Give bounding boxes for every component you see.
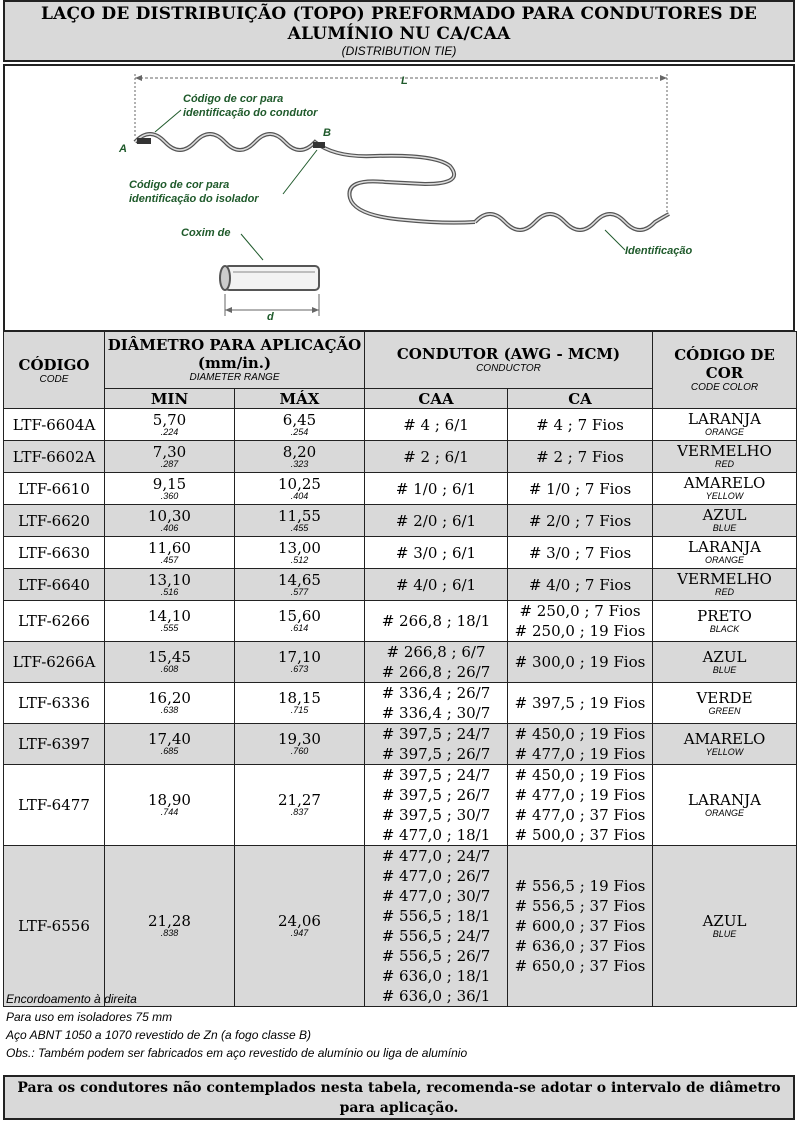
conductor-ca: # 556,5 ; 19 Fios xyxy=(514,877,646,895)
header-color-code xyxy=(653,332,797,409)
value-mm: 7,30 xyxy=(152,442,187,461)
conductor-ca: # 636,0 ; 37 Fios xyxy=(514,937,646,955)
cell-caa xyxy=(365,724,508,765)
cell-min xyxy=(105,765,235,846)
value-mm: 10,25 xyxy=(278,474,321,493)
cell-caa xyxy=(365,642,508,683)
callout-conductor-line1: Código de cor para xyxy=(183,93,284,105)
cell-color xyxy=(653,642,797,683)
cell-max xyxy=(235,642,365,683)
cell-caa xyxy=(365,473,508,505)
value-mm: 18,15 xyxy=(278,689,321,707)
value-mm: 6,45 xyxy=(282,410,317,429)
cell-color xyxy=(653,441,797,473)
cell-color xyxy=(653,765,797,846)
header-diameter-label: DIÂMETRO PARA APLICAÇÃO (mm/in.) xyxy=(107,336,362,372)
callout-insulator-line2: identificação do isolador xyxy=(129,193,259,205)
conductor-ca: # 556,5 ; 37 Fios xyxy=(514,897,646,915)
cell-caa xyxy=(365,409,508,441)
header-ca: CA xyxy=(508,389,653,409)
color-name-en: RED xyxy=(714,459,734,469)
color-name: AMARELO xyxy=(683,729,766,748)
label-A: A xyxy=(119,143,127,155)
note-line: Encordoamento à direita xyxy=(6,992,137,1006)
cell-code: LTF-6266 xyxy=(4,601,105,642)
conductor-caa: # 1/0 ; 6/1 xyxy=(395,479,477,498)
value-mm: 21,27 xyxy=(278,791,321,809)
value-in: .715 xyxy=(290,705,309,715)
value-in: .577 xyxy=(290,586,309,597)
cell-caa xyxy=(365,569,508,601)
cell-caa xyxy=(365,537,508,569)
cell-ca xyxy=(508,505,653,537)
note-line: Para uso em isoladores 75 mm xyxy=(6,1010,173,1024)
value-mm: 17,10 xyxy=(278,648,321,666)
color-name-en: YELLOW xyxy=(705,746,744,757)
conductor-caa: # 3/0 ; 6/1 xyxy=(395,543,477,562)
header-caa: CAA xyxy=(365,389,508,409)
arrow-left-icon xyxy=(135,75,142,81)
conductor-ca: # 397,5 ; 19 Fios xyxy=(514,694,646,712)
cell-min xyxy=(105,601,235,642)
table-row xyxy=(4,765,797,846)
conductor-ca: # 2 ; 7 Fios xyxy=(536,447,624,466)
table-row xyxy=(4,473,797,505)
document-title: LAÇO DE DISTRIBUIÇÃO (TOPO) PREFORMADO PARA CONDUTORES DE ALUMÍNIO NU CA/CAA xyxy=(41,4,757,44)
conductor-ca: # 500,0 ; 37 Fios xyxy=(514,826,646,844)
conductor-ca: # 1/0 ; 7 Fios xyxy=(528,479,632,498)
spec-table xyxy=(3,331,797,1007)
value-mm: 5,70 xyxy=(152,410,187,429)
color-name-en: BLUE xyxy=(712,928,737,939)
cell-code: LTF-6602A xyxy=(4,441,105,473)
notes xyxy=(6,990,467,1062)
value-mm: 11,55 xyxy=(278,506,321,525)
value-in: .323 xyxy=(290,458,309,469)
cell-code: LTF-6604A xyxy=(4,409,105,441)
cushion-tube-end xyxy=(220,266,230,290)
cell-max xyxy=(235,683,365,724)
value-in: .614 xyxy=(290,623,309,633)
cell-min xyxy=(105,441,235,473)
cell-ca xyxy=(508,441,653,473)
conductor-ca: # 250,0 ; 7 Fios xyxy=(519,602,641,620)
value-in: .406 xyxy=(160,522,179,533)
conductor-ca: # 600,0 ; 37 Fios xyxy=(514,917,646,935)
cell-ca xyxy=(508,846,653,1007)
cell-code: LTF-6610 xyxy=(4,473,105,505)
arrow-d-left-icon xyxy=(225,307,232,313)
value-in: .455 xyxy=(290,522,309,533)
cell-max xyxy=(235,537,365,569)
value-mm: 15,45 xyxy=(148,648,191,666)
arrow-right-icon xyxy=(660,75,667,81)
conductor-ca: # 650,0 ; 37 Fios xyxy=(514,957,646,975)
cell-color xyxy=(653,683,797,724)
cell-min xyxy=(105,683,235,724)
table-row xyxy=(4,601,797,642)
value-in: .457 xyxy=(160,554,179,565)
label-L: L xyxy=(401,75,408,87)
table-row xyxy=(4,683,797,724)
color-name: LARANJA xyxy=(688,538,761,556)
conductor-caa: # 397,5 ; 24/7 xyxy=(381,725,491,743)
value-in: .947 xyxy=(290,928,309,938)
header-conductor-label: CONDUTOR (AWG - MCM) xyxy=(396,345,621,363)
value-mm: 10,30 xyxy=(148,506,191,525)
value-in: .555 xyxy=(160,623,179,633)
cell-caa xyxy=(365,683,508,724)
value-mm: 8,20 xyxy=(282,442,317,461)
value-mm: 14,65 xyxy=(278,570,321,589)
note-line: Aço ABNT 1050 a 1070 revestido de Zn (a fogo classe B) xyxy=(6,1028,312,1042)
cell-code: LTF-6477 xyxy=(4,765,105,846)
value-mm: 21,28 xyxy=(148,912,191,930)
value-in: .608 xyxy=(160,664,179,674)
header-diameter xyxy=(105,332,365,389)
cell-caa xyxy=(365,505,508,537)
cell-color xyxy=(653,409,797,441)
conductor-ca: # 250,0 ; 19 Fios xyxy=(514,622,646,640)
cell-max xyxy=(235,846,365,1007)
cell-min xyxy=(105,642,235,683)
distribution-tie-diagram xyxy=(5,66,793,330)
cell-color xyxy=(653,724,797,765)
conductor-caa: # 2/0 ; 6/1 xyxy=(395,511,477,530)
conductor-ca: # 4/0 ; 7 Fios xyxy=(528,575,632,594)
tie-wire-lower-highlight xyxy=(475,214,669,230)
value-in: .512 xyxy=(290,554,309,565)
conductor-caa: # 477,0 ; 30/7 xyxy=(381,887,491,905)
value-in: .287 xyxy=(160,458,179,469)
callout-leader-conductor xyxy=(155,110,181,132)
label-d: d xyxy=(267,311,274,323)
cell-ca xyxy=(508,473,653,505)
label-B: B xyxy=(323,127,331,139)
color-name-en: BLUE xyxy=(712,523,737,533)
conductor-caa: # 556,5 ; 24/7 xyxy=(381,927,491,945)
cell-ca xyxy=(508,683,653,724)
cell-ca xyxy=(508,601,653,642)
header-code-sub: CODE xyxy=(39,373,69,385)
document-subtitle: (DISTRIBUTION TIE) xyxy=(341,44,457,58)
color-name-en: BLACK xyxy=(709,623,740,634)
value-in: .224 xyxy=(160,426,179,437)
cell-code: LTF-6397 xyxy=(4,724,105,765)
cell-max xyxy=(235,724,365,765)
value-in: .254 xyxy=(290,426,309,437)
value-in: .744 xyxy=(160,807,179,817)
spec-table-body xyxy=(4,409,797,1007)
conductor-caa: # 336,4 ; 26/7 xyxy=(381,684,491,702)
cell-color xyxy=(653,505,797,537)
cell-min xyxy=(105,409,235,441)
value-mm: 18,90 xyxy=(148,791,191,809)
table-row xyxy=(4,505,797,537)
header-color-code-label: CÓDIGO DE COR xyxy=(674,346,775,382)
cell-code: LTF-6266A xyxy=(4,642,105,683)
value-in: .837 xyxy=(290,807,309,817)
conductor-caa: # 266,8 ; 18/1 xyxy=(381,612,491,630)
conductor-caa: # 4/0 ; 6/1 xyxy=(395,575,477,594)
cell-ca xyxy=(508,724,653,765)
color-name: LARANJA xyxy=(688,410,761,428)
cell-color xyxy=(653,601,797,642)
conductor-ca: # 477,0 ; 37 Fios xyxy=(514,806,646,824)
table-row xyxy=(4,724,797,765)
conductor-caa: # 477,0 ; 24/7 xyxy=(381,847,491,865)
cell-min xyxy=(105,505,235,537)
cell-max xyxy=(235,765,365,846)
cell-ca xyxy=(508,409,653,441)
callout-leader-insulator xyxy=(283,150,317,194)
conductor-caa: # 636,0 ; 18/1 xyxy=(381,967,491,985)
conductor-ca: # 3/0 ; 7 Fios xyxy=(528,543,632,562)
cell-max xyxy=(235,601,365,642)
value-in: .404 xyxy=(290,490,309,501)
conductor-ca: # 450,0 ; 19 Fios xyxy=(514,725,646,743)
cell-caa xyxy=(365,765,508,846)
value-mm: 24,06 xyxy=(278,912,321,930)
cell-code: LTF-6336 xyxy=(4,683,105,724)
cell-min xyxy=(105,473,235,505)
header-conductor xyxy=(365,332,653,389)
value-mm: 9,15 xyxy=(152,474,187,493)
conductor-caa: # 397,5 ; 30/7 xyxy=(381,806,491,824)
table-row xyxy=(4,441,797,473)
color-name-en: ORANGE xyxy=(704,807,744,818)
arrow-d-right-icon xyxy=(312,307,319,313)
value-in: .685 xyxy=(160,746,179,756)
color-name: VERMELHO xyxy=(677,442,772,460)
header-diameter-sub: DIAMETER RANGE xyxy=(189,372,280,383)
cell-max xyxy=(235,409,365,441)
conductor-caa: # 2 ; 6/1 xyxy=(403,447,469,466)
cell-ca xyxy=(508,537,653,569)
color-name: AMARELO xyxy=(683,474,766,492)
cell-color xyxy=(653,473,797,505)
cell-max xyxy=(235,441,365,473)
conductor-caa: # 556,5 ; 26/7 xyxy=(381,947,491,965)
color-name-en: ORANGE xyxy=(704,555,744,565)
cell-min xyxy=(105,537,235,569)
cell-code: LTF-6556 xyxy=(4,846,105,1007)
color-name: PRETO xyxy=(697,606,752,625)
figure-box xyxy=(3,64,795,332)
color-name-en: GREEN xyxy=(708,705,741,716)
value-mm: 15,60 xyxy=(278,607,321,625)
cell-color xyxy=(653,569,797,601)
conductor-ca: # 300,0 ; 19 Fios xyxy=(514,653,646,671)
conductor-caa: # 397,5 ; 26/7 xyxy=(381,786,491,804)
cell-ca xyxy=(508,642,653,683)
marker-B xyxy=(313,142,325,148)
cell-color xyxy=(653,537,797,569)
color-name: VERMELHO xyxy=(677,570,772,588)
conductor-caa: # 556,5 ; 18/1 xyxy=(381,907,491,925)
conductor-caa: # 397,5 ; 24/7 xyxy=(381,766,491,784)
footer-note: Para os condutores não contemplados nesta tabela, recomenda-se adotar o intervalo de diâmetro para aplicação. xyxy=(3,1075,795,1120)
conductor-caa: # 477,0 ; 26/7 xyxy=(381,867,491,885)
value-in: .638 xyxy=(160,705,179,715)
color-name-en: YELLOW xyxy=(705,491,744,501)
callout-leader-cushion xyxy=(241,234,263,260)
color-name: AZUL xyxy=(702,647,747,666)
header-min: MIN xyxy=(105,389,235,409)
cell-ca xyxy=(508,765,653,846)
conductor-ca: # 4 ; 7 Fios xyxy=(536,415,624,434)
value-mm: 17,40 xyxy=(148,730,191,748)
conductor-ca: # 477,0 ; 19 Fios xyxy=(514,745,646,763)
cell-caa xyxy=(365,846,508,1007)
cell-min xyxy=(105,569,235,601)
conductor-caa: # 266,8 ; 26/7 xyxy=(381,663,491,681)
conductor-ca: # 2/0 ; 7 Fios xyxy=(528,511,632,530)
cell-color xyxy=(653,846,797,1007)
callout-leader-identification xyxy=(605,230,625,250)
conductor-caa: # 477,0 ; 18/1 xyxy=(381,826,491,844)
color-name-en: RED xyxy=(714,587,734,597)
cell-code: LTF-6630 xyxy=(4,537,105,569)
marker-A xyxy=(137,138,151,144)
conductor-caa: # 4 ; 6/1 xyxy=(403,415,469,434)
value-mm: 11,60 xyxy=(148,538,191,557)
cell-max xyxy=(235,505,365,537)
conductor-caa: # 397,5 ; 26/7 xyxy=(381,745,491,763)
color-name: AZUL xyxy=(702,911,747,930)
note-line: Obs.: Também podem ser fabricados em aço revestido de alumínio ou liga de alumínio xyxy=(6,1046,468,1060)
table-row xyxy=(4,846,797,1007)
table-row xyxy=(4,642,797,683)
cell-code: LTF-6640 xyxy=(4,569,105,601)
callout-identification: Identificação xyxy=(625,245,693,257)
value-mm: 13,10 xyxy=(148,570,191,589)
header-conductor-sub: CONDUCTOR xyxy=(476,363,541,374)
value-mm: 14,10 xyxy=(148,607,191,625)
value-in: .360 xyxy=(160,490,179,501)
value-in: .673 xyxy=(290,664,309,674)
color-name: LARANJA xyxy=(688,790,761,809)
cell-min xyxy=(105,724,235,765)
table-row xyxy=(4,569,797,601)
cell-caa xyxy=(365,441,508,473)
color-name: VERDE xyxy=(696,688,753,707)
header-code xyxy=(4,332,105,409)
callout-cushion: Coxim de xyxy=(181,227,231,239)
cell-ca xyxy=(508,569,653,601)
conductor-ca: # 477,0 ; 19 Fios xyxy=(514,786,646,804)
callout-conductor-line2: identificação do condutor xyxy=(183,107,318,119)
conductor-caa: # 636,0 ; 36/1 xyxy=(381,987,491,1005)
table-row xyxy=(4,537,797,569)
table-row xyxy=(4,409,797,441)
color-name-en: BLUE xyxy=(712,664,737,675)
cell-caa xyxy=(365,601,508,642)
cell-max xyxy=(235,569,365,601)
header-max: MÁX xyxy=(235,389,365,409)
callout-insulator-line1: Código de cor para xyxy=(129,179,230,191)
value-in: .760 xyxy=(290,746,309,756)
cell-code: LTF-6620 xyxy=(4,505,105,537)
title-box xyxy=(3,0,795,62)
cell-max xyxy=(235,473,365,505)
cell-min xyxy=(105,846,235,1007)
value-mm: 19,30 xyxy=(278,730,321,748)
value-mm: 16,20 xyxy=(148,689,191,707)
value-mm: 13,00 xyxy=(278,538,321,557)
header-code-label: CÓDIGO xyxy=(18,355,90,374)
header-color-code-sub: CODE COLOR xyxy=(690,382,759,393)
cushion-tube-icon xyxy=(225,266,319,290)
conductor-caa: # 336,4 ; 30/7 xyxy=(381,704,491,722)
color-name: AZUL xyxy=(702,506,747,524)
conductor-caa: # 266,8 ; 6/7 xyxy=(386,643,486,661)
conductor-ca: # 450,0 ; 19 Fios xyxy=(514,766,646,784)
value-in: .838 xyxy=(160,928,179,938)
color-name-en: ORANGE xyxy=(704,427,744,437)
value-in: .516 xyxy=(160,586,179,597)
